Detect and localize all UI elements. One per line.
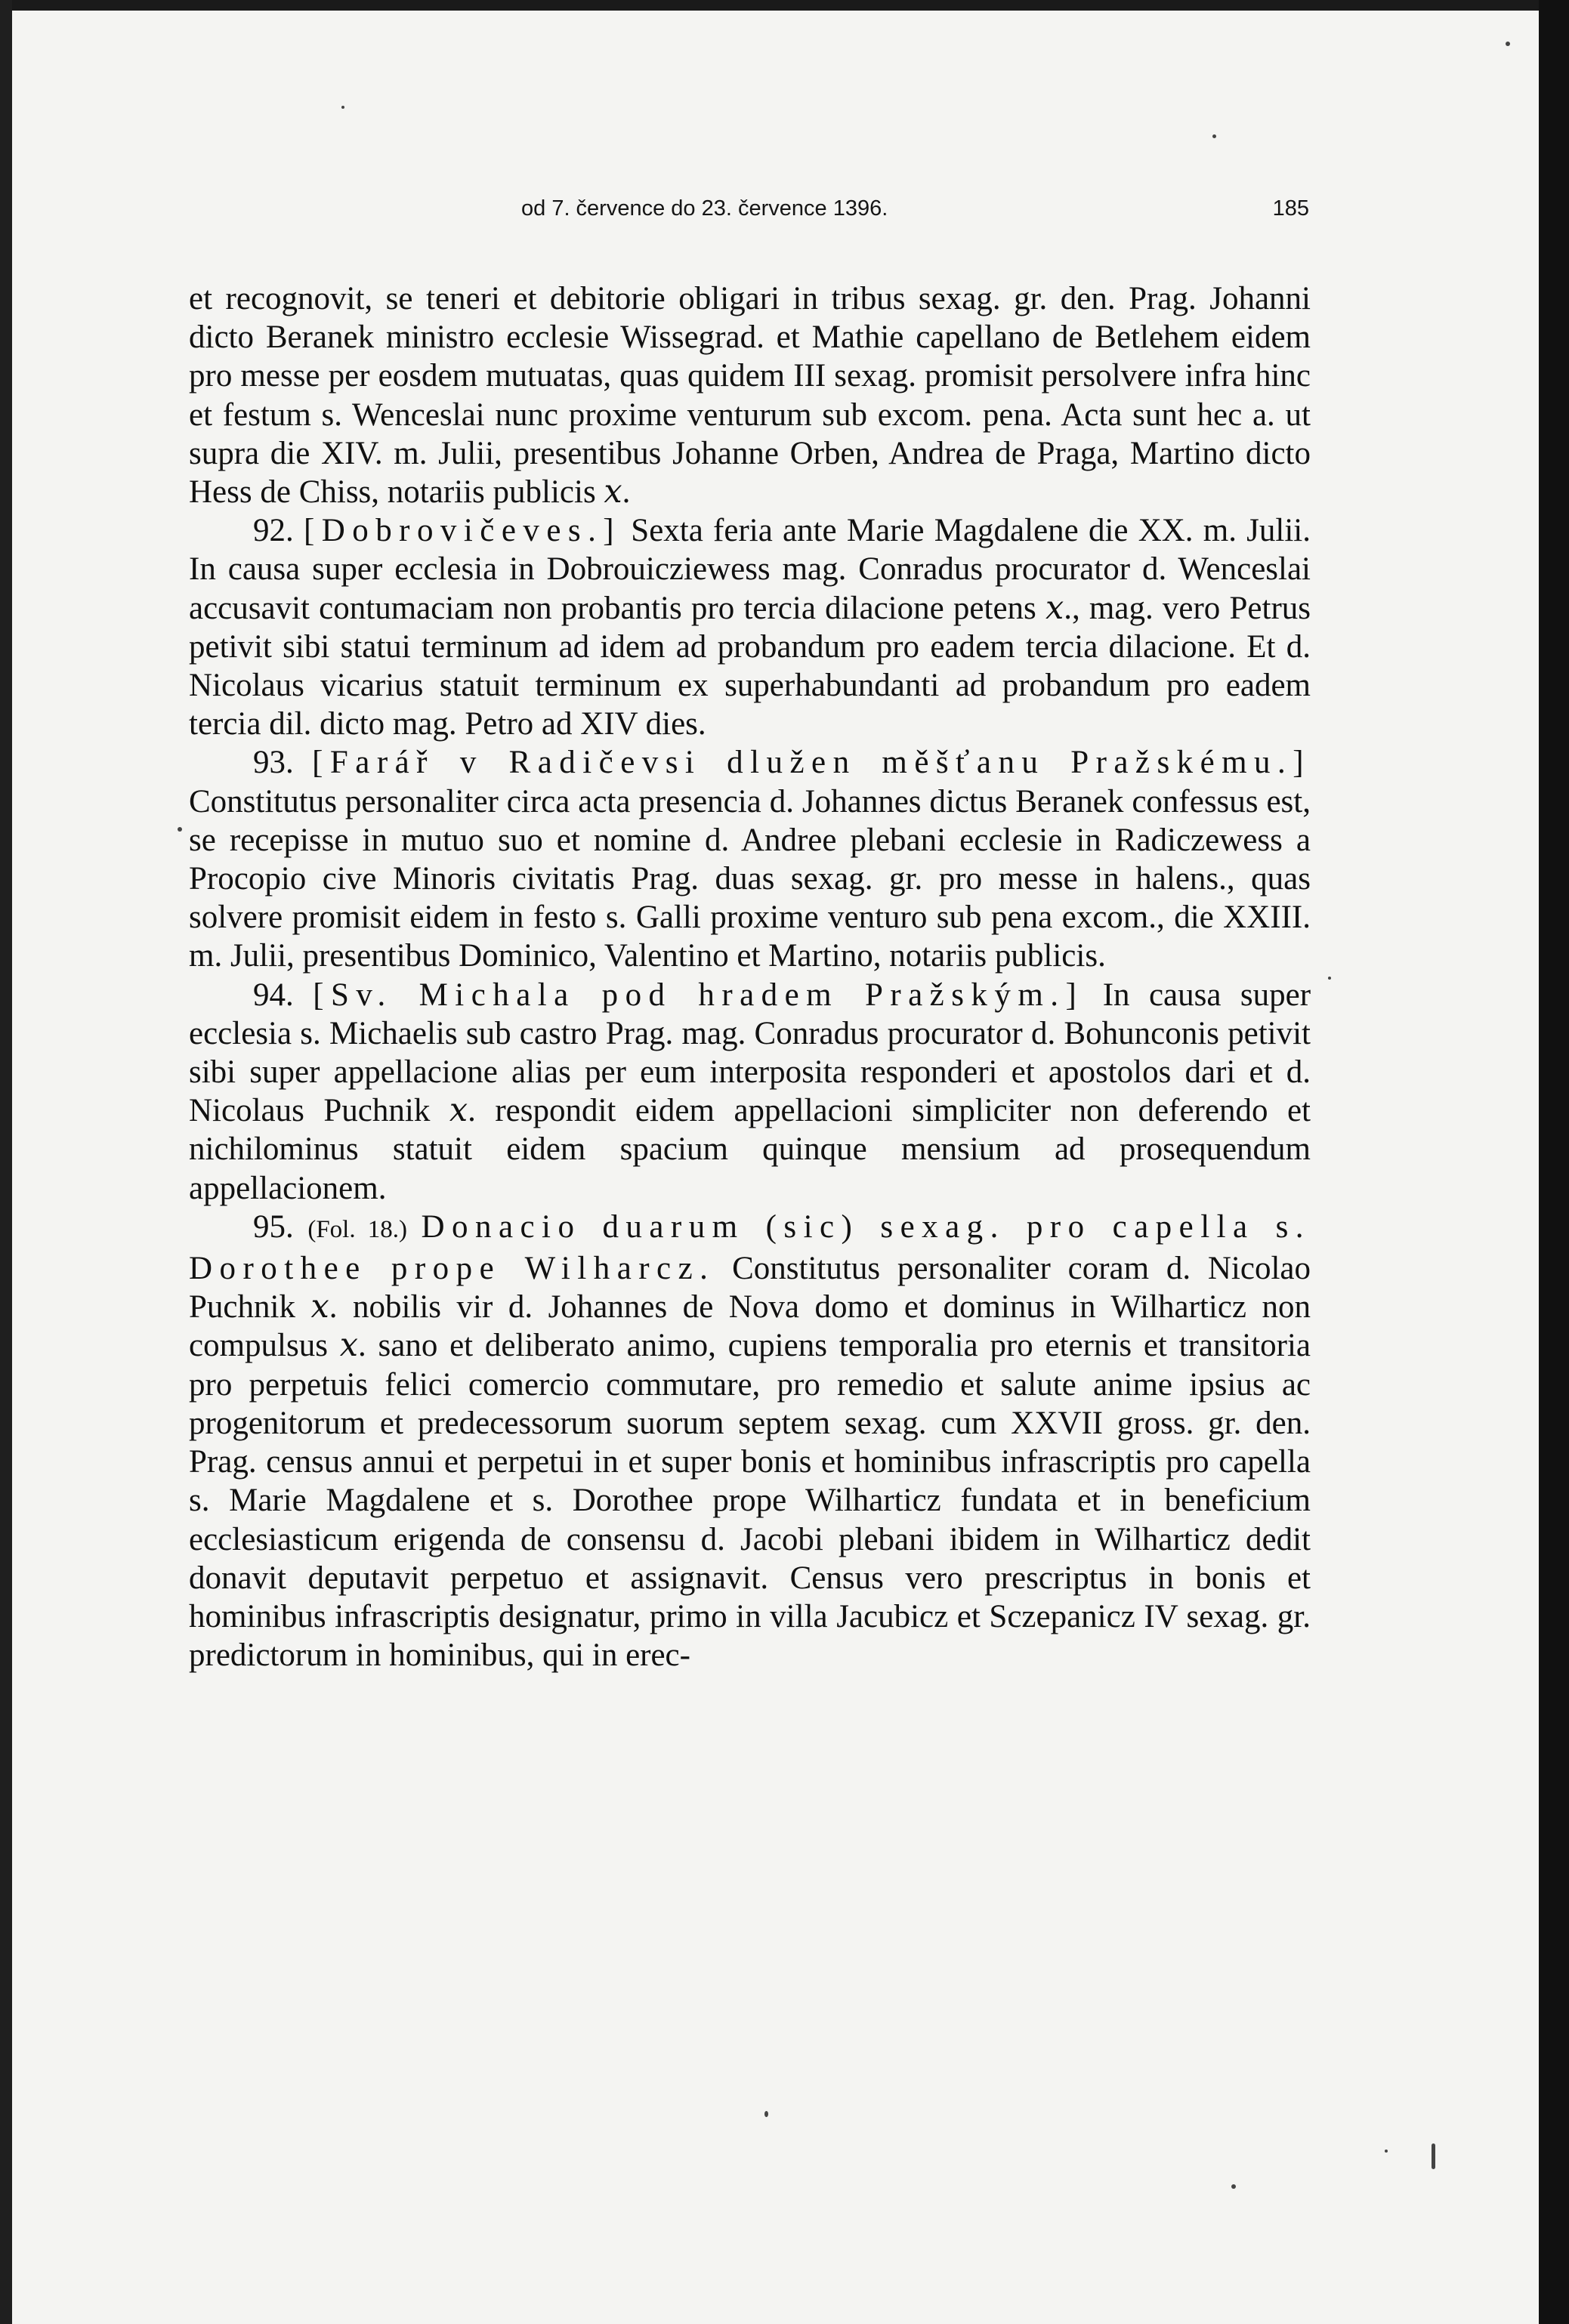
- dust-speck: [1432, 2143, 1435, 2169]
- entry-text: Sexta feria ante Marie Magdalene die XX. m. Julii. In causa super ecclesia in Dobrouicziewess mag. Conradus procurator d. Wenceslai accusavit contumaciam non probantis pro tercia dilacione petens 𝑥., mag. vero Petrus petivit sibi statui terminum ad idem ad probandum pro eadem tercia dilacione. Et d. Nicolaus vicarius statuit terminum ex superhabundanti ad probandum pro eadem tercia dil. dicto mag. Petro ad XIV dies.: [189, 513, 1311, 742]
- paragraph-text: et recognovit, se teneri et debitorie obligari in tribus sexag. gr. den. Prag. Johanni dicto Beranek ministro ecclesie Wissegrad. et Mathie capellano de Betlehem eidem pro messe per eosdem mutuatas, quas quidem III sexag. promisit persolvere infra hinc et festum s. Wenceslai nunc proxime venturum sub excom. pena. Acta sunt hec a. ut supra die XIV. m. Julii, presentibus Johanne Orben, Andrea de Praga, Martino dicto Hess de Chiss, notariis publicis 𝑥.: [189, 281, 1311, 511]
- dust-speck: [1328, 977, 1331, 980]
- dust-speck: [1231, 2184, 1236, 2189]
- document-page: [189, 181, 1311, 1674]
- entry-92: [189, 511, 1311, 743]
- entry-text: Constitutus personaliter coram d. Nicolao Puchnik 𝑥. nobilis vir d. Johannes de Nova domo et dominus in Wilharticz non compulsus 𝑥. sano et deliberato animo, cupiens temporalia pro eternis et transitoria pro perpetuis felici comercio commutare, pro remedio et salute anime ipsius ac progenitorum et predecessorum suorum septem sexag. cum XXVII gross. gr. den. Prag. census annui et perpetui in et super bonis et hominibus infrascriptis pro capella s. Marie Magdalene et s. Dorothee prope Wilharticz fundata et in beneficium ecclesiasticum erigenda de consensu d. Jacobi plebani ibidem in Wilharticz dedit donavit deputavit perpetuo et assignavit. Census vero prescriptus in bonis et hominibus infrascriptis designatur, primo in villa Jacubicz et Sczepanicz IV sexag. gr. predictorum in hominibus, qui in erec-: [189, 1251, 1311, 1674]
- dust-speck: [1212, 134, 1216, 138]
- entry-heading: [Farář v Radičevsi dlužen měšťanu Pražskému.]: [312, 745, 1311, 781]
- dust-speck: [1506, 42, 1510, 46]
- entry-number: 95.: [253, 1208, 294, 1245]
- entry-text: Constitutus personaliter circa acta presencia d. Johannes dictus Beranek confessus est, se recepisse in mutuo suo et nomine d. Andree plebani ecclesie in Radiczewess a Procopio cive Minoris civitatis Prag. duas sexag. gr. pro messe in halens., quas solvere promisit eidem in festo s. Galli proxime venturo sub pena excom., die XXIII. m. Julii, presentibus Dominico, Valentino et Martino, notariis publicis.: [189, 783, 1311, 974]
- entry-94: [189, 976, 1311, 1208]
- dust-speck: [178, 827, 182, 832]
- entry-text: In causa super ecclesia s. Michaelis sub castro Prag. mag. Conradus procurator d. Bohunconis petivit sibi super appellacione alias per eum interposita responderi et apostolos dari et d. Nicolaus Puchnik 𝑥. respondit eidem appellacioni simpliciter non deferendo et nichilominus statuit eidem spacium quinque mensium ad prosequendum appellacionem.: [189, 977, 1311, 1206]
- entry-number: 94.: [253, 977, 294, 1013]
- running-header-title: od 7. července do 23. července 1396.: [521, 196, 888, 221]
- scan-edge-right: [1539, 0, 1569, 2324]
- page-number: 185: [1272, 196, 1309, 221]
- dust-speck: [764, 2111, 768, 2117]
- entry-95: [189, 1208, 1311, 1674]
- dust-speck: [1385, 2150, 1388, 2153]
- body-text: [189, 279, 1311, 1674]
- entry-heading: [Sv. Michala pod hradem Pražským.]: [313, 977, 1084, 1013]
- entry-93: [189, 743, 1311, 975]
- folio-reference: (Fol. 18.): [307, 1215, 407, 1243]
- scan-edge-top: [0, 0, 1569, 11]
- entry-heading: Donacio duarum (sic) sexag. pro capella s. Dorothee prope Wilharcz.: [189, 1208, 1311, 1287]
- scan-edge-left: [0, 0, 12, 2324]
- paragraph-continuation: [189, 279, 1311, 511]
- entry-heading: [Dobrovičeves.]: [303, 513, 622, 549]
- entry-number: 92.: [253, 513, 294, 549]
- dust-speck: [341, 106, 344, 109]
- entry-number: 93.: [253, 745, 294, 781]
- running-header: [189, 181, 1311, 227]
